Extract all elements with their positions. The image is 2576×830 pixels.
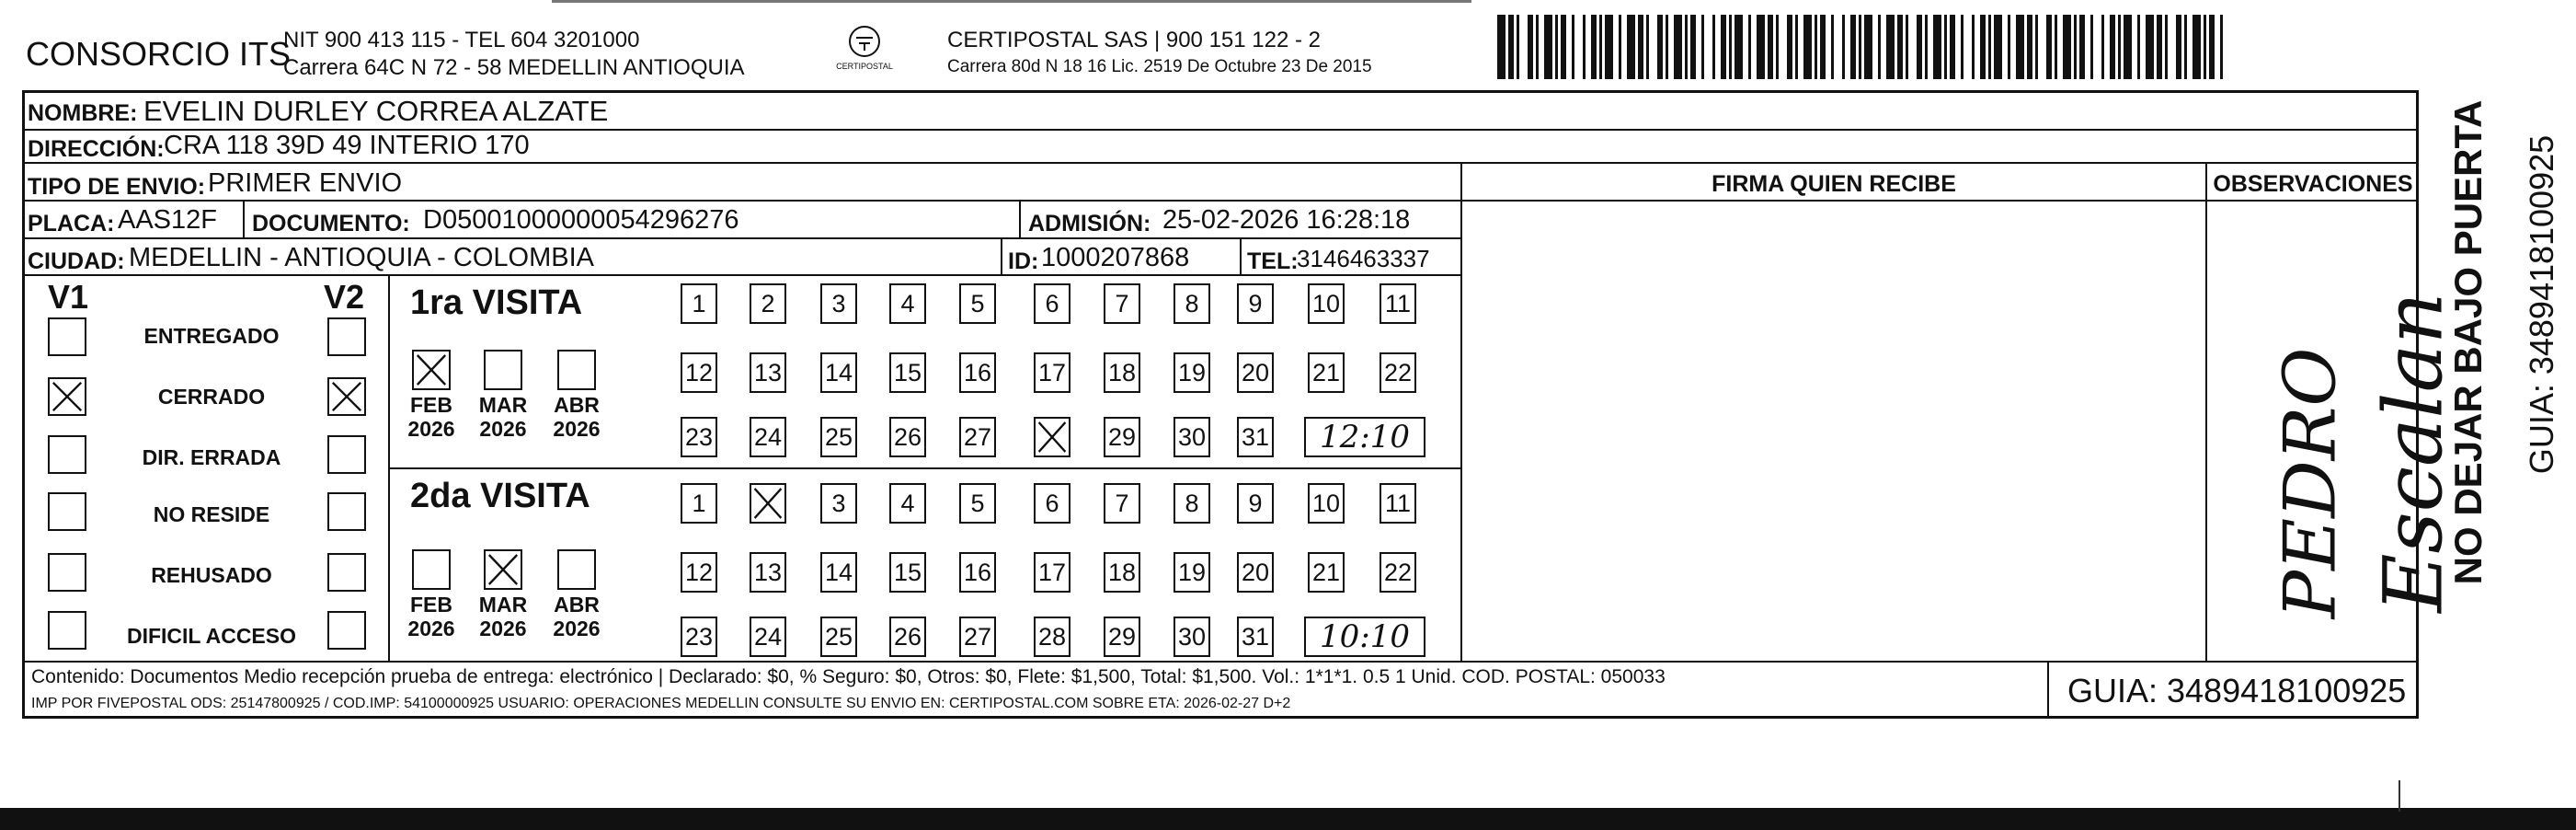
- visit1-time-box[interactable]: 12:10: [1304, 417, 1425, 457]
- observaciones-handwriting: [2216, 276, 2461, 644]
- visit1-day-box[interactable]: 20: [1237, 352, 1274, 393]
- visit2-year-label: 2026: [407, 617, 455, 640]
- visit1-day-box[interactable]: 15: [889, 352, 926, 393]
- visit1-day-box[interactable]: 13: [750, 352, 786, 393]
- v1-checkbox[interactable]: [48, 492, 86, 531]
- visit1-month-label: ABR: [554, 393, 600, 417]
- visit2-day-box[interactable]: 24: [750, 617, 786, 657]
- v1-checkbox[interactable]: [48, 317, 86, 356]
- v1-label: V1: [48, 278, 89, 316]
- visit2-day-box[interactable]: 19: [1174, 552, 1210, 593]
- direccion-value: CRA 118 39D 49 INTERIO 170: [164, 131, 530, 160]
- visit2-day-box[interactable]: 8: [1174, 483, 1210, 524]
- visit1-year-label: 2026: [407, 417, 455, 441]
- documento-label: DOCUMENTO:: [252, 211, 410, 236]
- visit2-day-box[interactable]: 13: [750, 552, 786, 593]
- visit2-day-box[interactable]: 29: [1104, 617, 1140, 657]
- logo-text: CERTIPOSTAL: [836, 62, 893, 71]
- handwritten-surname: Escalan: [2365, 292, 2461, 613]
- company-nit: NIT 900 413 115 - TEL 604 3201000: [283, 28, 640, 52]
- visit1-month-label: MAR: [478, 393, 528, 417]
- visit2-month-label: FEB: [410, 593, 452, 617]
- visit2-day-box[interactable]: 12: [681, 552, 717, 593]
- imp-text: IMP POR FIVEPOSTAL ODS: 25147800925 / COD.IMP: 54100000925 USUARIO: OPERACIONES MEDELLIN CONSULTE SU ENVIO EN: CERTIPOSTAL.COM SOBRE ETA: 2026-02-27 D+2: [31, 696, 1291, 711]
- visit1-day-box[interactable]: 3: [820, 283, 857, 324]
- status-label: REHUSADO: [151, 563, 272, 587]
- no-dejar-warning: NO DEJAR BAJO PUERTA: [2446, 99, 2490, 585]
- v1-checkbox[interactable]: [48, 553, 86, 592]
- v2-label: V2: [324, 278, 365, 316]
- v1-checkbox[interactable]: [48, 377, 86, 416]
- visit1-day-box[interactable]: 21: [1308, 352, 1345, 393]
- tipo-envio-value: PRIMER ENVIO: [208, 168, 403, 198]
- visit1-day-box[interactable]: 5: [959, 283, 996, 324]
- status-label: DIR. ERRADA: [142, 445, 281, 469]
- visit2-time-box[interactable]: 10:10: [1304, 617, 1425, 657]
- tipo-envio-label: TIPO DE ENVIO:: [28, 174, 206, 200]
- tel-value: 3146463337: [1297, 245, 1430, 272]
- visit1-day-box[interactable]: 12: [681, 352, 717, 393]
- visit2-day-box[interactable]: 21: [1308, 552, 1345, 593]
- visit1-month-label: FEB: [410, 393, 452, 417]
- v2-checkbox[interactable]: [327, 553, 366, 592]
- visit2-month-label: MAR: [478, 593, 528, 617]
- ciudad-label: CIUDAD:: [28, 248, 125, 274]
- visit1-day-box[interactable]: 19: [1174, 352, 1210, 393]
- guia-footer: GUIA: 3489418100925: [2067, 672, 2407, 709]
- visit1-month-checkbox[interactable]: [412, 350, 451, 390]
- visit1-day-box[interactable]: 23: [681, 417, 717, 457]
- visit2-year-label: 2026: [553, 617, 601, 640]
- certipostal-logo-icon: [832, 23, 897, 78]
- visit1-day-box[interactable]: 14: [820, 352, 857, 393]
- visit2-day-box[interactable]: 1: [681, 483, 717, 524]
- contenido-text: Contenido: Documentos Medio recepción prueba de entrega: electrónico | Declarado: $0, % Seguro: $0, Otros: $0, Flete: $1,500, Total: $1,500. Vol.: 1*1*1. 0.5 1 Unid. COD. POSTAL: 050033: [31, 666, 1666, 687]
- visit2-day-box[interactable]: 5: [959, 483, 996, 524]
- status-label: NO RESIDE: [153, 502, 270, 526]
- visit2-day-box[interactable]: 17: [1034, 552, 1070, 593]
- company-name: CONSORCIO ITS: [26, 35, 292, 73]
- side-text: [2419, 90, 2560, 642]
- visit2-month-label: ABR: [554, 593, 600, 617]
- v2-checkbox[interactable]: [327, 611, 366, 650]
- visit2-day-box[interactable]: 16: [959, 552, 996, 593]
- visit1-day-box[interactable]: 27: [959, 417, 996, 457]
- admision-label: ADMISIÓN:: [1028, 211, 1151, 236]
- visit2-day-box[interactable]: 10: [1308, 483, 1345, 524]
- v2-checkbox[interactable]: [327, 317, 366, 356]
- visit1-day-box[interactable]: 31: [1237, 417, 1274, 457]
- visit2-day-box[interactable]: 25: [820, 617, 857, 657]
- direccion-label: DIRECCIÓN:: [28, 136, 165, 162]
- visit2-day-box[interactable]: 4: [889, 483, 926, 524]
- visit1-day-box[interactable]: 26: [889, 417, 926, 457]
- visit2-day-box[interactable]: 26: [889, 617, 926, 657]
- visit1-day-box[interactable]: 29: [1104, 417, 1140, 457]
- visit1-month-checkbox[interactable]: [484, 350, 522, 390]
- handwritten-name: PEDRO: [2269, 347, 2353, 619]
- status-label: DIFICIL ACCESO: [126, 624, 296, 648]
- observaciones-header: OBSERVACIONES: [2213, 171, 2413, 197]
- visit2-year-label: 2026: [479, 617, 527, 640]
- visit1-day-box[interactable]: 7: [1104, 283, 1140, 324]
- documento-value: D05001000000054296276: [423, 205, 739, 235]
- side-guia: GUIA: 3489418100925: [2523, 134, 2560, 475]
- visit1-day-box[interactable]: 30: [1174, 417, 1210, 457]
- visit2-day-box[interactable]: 14: [820, 552, 857, 593]
- visit1-month-checkbox[interactable]: [557, 350, 596, 390]
- visit1-title: 1ra VISITA: [410, 283, 583, 322]
- visit1-day-box[interactable]: 4: [889, 283, 926, 324]
- visit2-day-box[interactable]: 9: [1237, 483, 1274, 524]
- visit1-year-label: 2026: [553, 417, 601, 441]
- visit1-day-box[interactable]: 25: [820, 417, 857, 457]
- nombre-value: EVELIN DURLEY CORREA ALZATE: [143, 95, 609, 127]
- visit2-day-box[interactable]: 20: [1237, 552, 1274, 593]
- visit1-day-box[interactable]: 18: [1104, 352, 1140, 393]
- tel-label: TEL:: [1247, 248, 1299, 274]
- company-address: Carrera 64C N 72 - 58 MEDELLIN ANTIOQUIA: [283, 55, 745, 80]
- barcode: [1497, 15, 2231, 79]
- visit1-day-box[interactable]: 6: [1034, 283, 1070, 324]
- nombre-label: NOMBRE:: [28, 100, 138, 126]
- placa-label: PLACA:: [28, 211, 115, 236]
- status-label: CERRADO: [157, 385, 266, 409]
- visit2-month-checkbox[interactable]: [412, 549, 451, 590]
- visit1-day-box[interactable]: 9: [1237, 283, 1274, 324]
- visit1-day-box[interactable]: 24: [750, 417, 786, 457]
- visit2-day-box[interactable]: 15: [889, 552, 926, 593]
- ciudad-value: MEDELLIN - ANTIOQUIA - COLOMBIA: [129, 243, 594, 272]
- visit1-day-box[interactable]: 11: [1380, 283, 1416, 324]
- v2-checkbox[interactable]: [327, 435, 366, 474]
- visit2-day-box[interactable]: 27: [959, 617, 996, 657]
- v2-checkbox[interactable]: [327, 492, 366, 531]
- visit2-day-box[interactable]: 28: [1034, 617, 1070, 657]
- visit2-day-box[interactable]: 18: [1104, 552, 1140, 593]
- visit2-day-box[interactable]: 7: [1104, 483, 1140, 524]
- placa-value: AAS12F: [118, 205, 217, 235]
- id-label: ID:: [1008, 248, 1039, 274]
- visit2-day-box[interactable]: 31: [1237, 617, 1274, 657]
- admision-value: 25-02-2026 16:28:18: [1162, 205, 1411, 235]
- visit2-day-box[interactable]: 11: [1380, 483, 1416, 524]
- visit2-day-box[interactable]: [750, 483, 786, 524]
- visit1-day-box[interactable]: [1034, 417, 1070, 457]
- bottom-band: [0, 808, 2576, 830]
- visit2-month-checkbox[interactable]: [484, 549, 522, 590]
- visit1-day-box[interactable]: 2: [750, 283, 786, 324]
- visit2-day-box[interactable]: 30: [1174, 617, 1210, 657]
- visit1-day-box[interactable]: 22: [1380, 352, 1416, 393]
- v1-checkbox[interactable]: [48, 435, 86, 474]
- visit1-day-box[interactable]: 1: [681, 283, 717, 324]
- visit1-day-box[interactable]: 10: [1308, 283, 1345, 324]
- visit2-day-box[interactable]: 6: [1034, 483, 1070, 524]
- visit2-day-box[interactable]: 23: [681, 617, 717, 657]
- visit2-day-box[interactable]: 3: [820, 483, 857, 524]
- visit1-year-label: 2026: [479, 417, 527, 441]
- carrier-address: Carrera 80d N 18 16 Lic. 2519 De Octubre 23 De 2015: [947, 57, 1372, 76]
- top-edge: [552, 0, 1471, 3]
- id-value: 1000207868: [1041, 243, 1190, 272]
- visit1-day-box[interactable]: 16: [959, 352, 996, 393]
- v1-checkbox[interactable]: [48, 611, 86, 650]
- carrier-name: CERTIPOSTAL SAS | 900 151 122 - 2: [947, 28, 1321, 52]
- visit2-month-checkbox[interactable]: [557, 549, 596, 590]
- visit1-day-box[interactable]: 17: [1034, 352, 1070, 393]
- v2-checkbox[interactable]: [327, 377, 366, 416]
- visit2-title: 2da VISITA: [410, 477, 590, 515]
- firma-header: FIRMA QUIEN RECIBE: [1712, 171, 1956, 197]
- visit2-day-box[interactable]: 22: [1380, 552, 1416, 593]
- corner-mark: [2399, 780, 2400, 812]
- visit1-day-box[interactable]: 8: [1174, 283, 1210, 324]
- status-label: ENTREGADO: [143, 324, 280, 348]
